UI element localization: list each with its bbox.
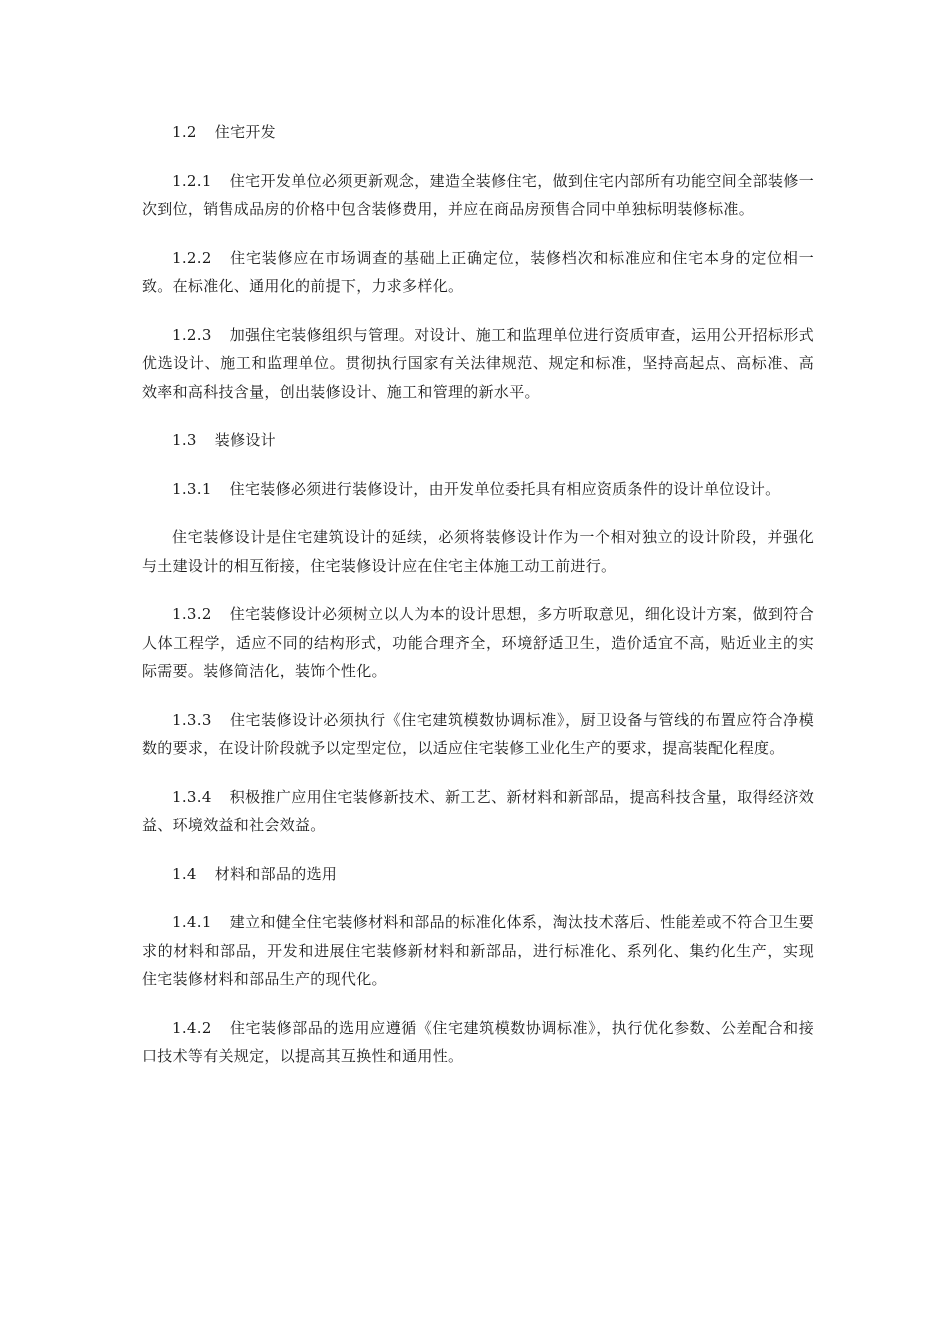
clause-text: 加强住宅装修组织与管理。对设计、施工和监理单位进行资质审查，运用公开招标形式优选设计、施工和监理单位。贯彻执行国家有关法律规范、规定和标准，坚持高起点、高标准、高效率和高科技含量，创出装修设计、施工和管理的新水平。 [142, 325, 814, 401]
section-title: 住宅开发 [214, 123, 276, 141]
clause-1-3-1-continuation [142, 523, 814, 580]
clause-number: 1.4.2 [172, 1018, 212, 1037]
clause-text: 住宅装修设计必须执行《住宅建筑模数协调标准》，厨卫设备与管线的布置应符合净模数的要求，在设计阶段就予以定型定位，以适应住宅装修工业化生产的要求，提高装配化程度。 [142, 710, 814, 757]
clause-1-3-4 [142, 783, 814, 840]
clause-text: 建立和健全住宅装修材料和部品的标准化体系，淘汰技术落后、性能差或不符合卫生要求的材料和部品，开发和进展住宅装修新材料和新部品，进行标准化、系列化、集约化生产，实现住宅装修材料和部品生产的现代化。 [142, 913, 814, 988]
clause-text: 住宅装修部品的选用应遵循《住宅建筑模数协调标准》，执行优化参数、公差配合和接口技术等有关规定，以提高其互换性和通用性。 [142, 1018, 814, 1065]
clause-number: 1.3.2 [172, 605, 212, 623]
section-heading-1-2 [142, 118, 814, 147]
clause-1-3-2 [142, 600, 814, 686]
section-title: 材料和部品的选用 [214, 864, 338, 883]
clause-1-4-1 [142, 908, 814, 994]
clause-text: 住宅装修设计是住宅建筑设计的延续，必须将装修设计作为一个相对独立的设计阶段，并强化与土建设计的相互衔接，住宅装修设计应在住宅主体施工动工前进行。 [142, 528, 814, 575]
section-number: 1.2 [172, 123, 197, 141]
clause-text: 积极推广应用住宅装修新技术、新工艺、新材料和新部品，提高科技含量，取得经济效益、环境效益和社会效益。 [142, 787, 814, 834]
section-title: 装修设计 [214, 431, 276, 449]
clause-1-2-2 [142, 244, 814, 301]
clause-text: 住宅装修必须进行装修设计，由开发单位委托具有相应资质条件的设计单位设计。 [229, 479, 781, 498]
clause-1-2-3 [142, 321, 814, 407]
clause-number: 1.2.2 [172, 248, 212, 267]
clause-1-3-1 [142, 475, 814, 504]
clause-number: 1.4.1 [172, 913, 212, 931]
document-body [142, 118, 814, 1091]
section-number: 1.4 [172, 864, 197, 883]
clause-number: 1.3.3 [172, 710, 212, 729]
section-heading-1-3 [142, 426, 814, 455]
clause-text: 住宅装修应在市场调查的基础上正确定位，装修档次和标准应和住宅本身的定位相一致。在标准化、通用化的前提下，力求多样化。 [142, 248, 814, 295]
clause-1-2-1 [142, 167, 814, 224]
clause-number: 1.3.1 [172, 479, 212, 498]
clause-number: 1.3.4 [172, 787, 212, 806]
clause-1-4-2 [142, 1014, 814, 1071]
clause-number: 1.2.1 [172, 171, 212, 190]
section-heading-1-4 [142, 860, 814, 889]
clause-text: 住宅装修设计必须树立以人为本的设计思想，多方听取意见，细化设计方案，做到符合人体工程学，适应不同的结构形式，功能合理齐全，环境舒适卫生，造价适宜不高，贴近业主的实际需要。装修简洁化，装饰个性化。 [142, 605, 814, 680]
clause-text: 住宅开发单位必须更新观念，建造全装修住宅，做到住宅内部所有功能空间全部装修一次到位，销售成品房的价格中包含装修费用，并应在商品房预售合同中单独标明装修标准。 [142, 171, 814, 218]
clause-1-3-3 [142, 706, 814, 763]
clause-number: 1.2.3 [172, 325, 212, 344]
section-number: 1.3 [172, 431, 197, 449]
